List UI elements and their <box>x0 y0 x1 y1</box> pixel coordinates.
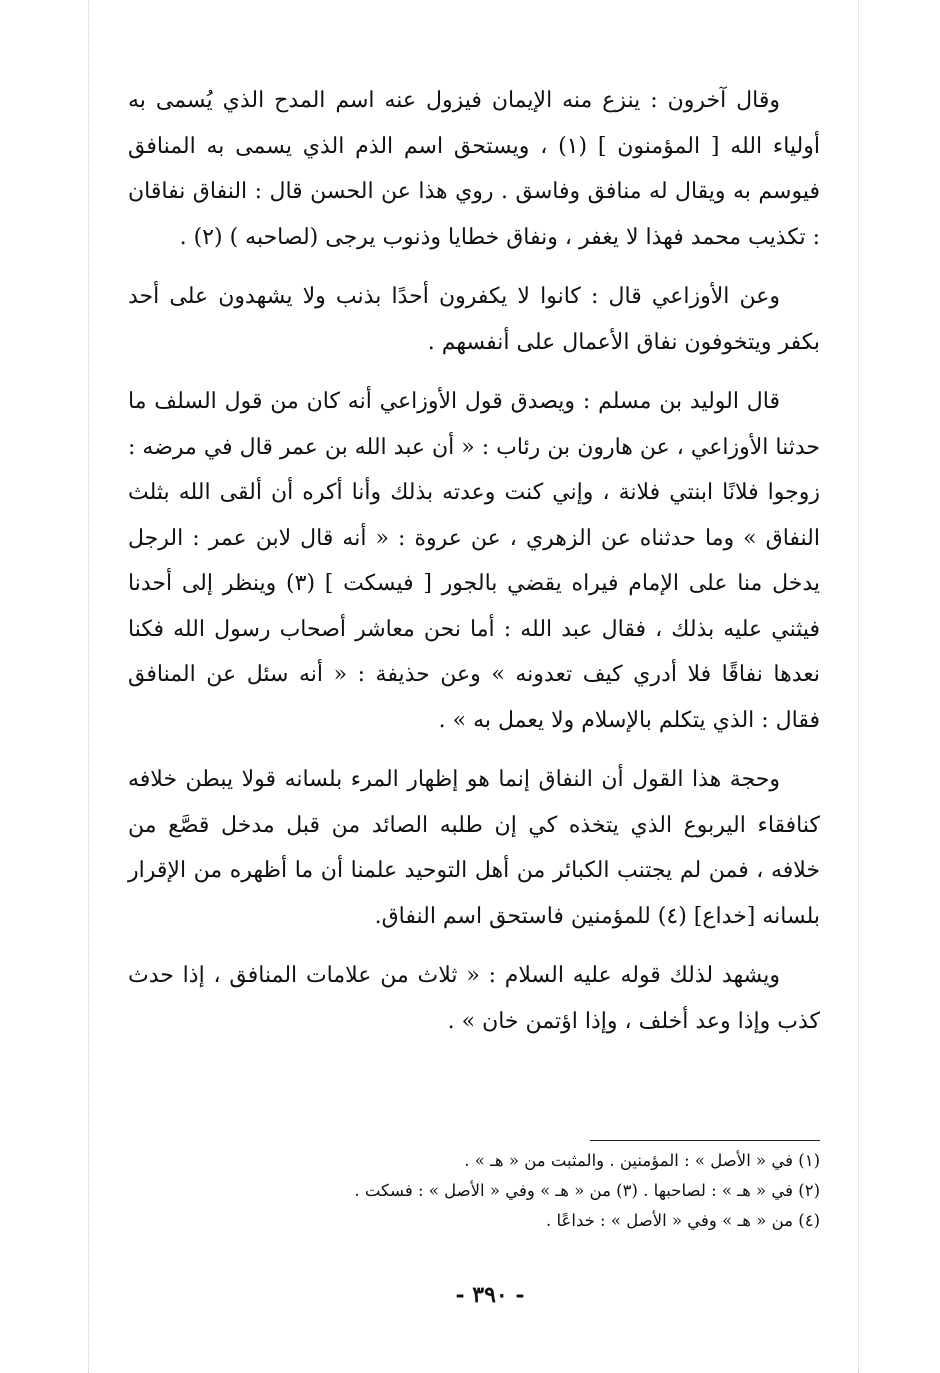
body-text <box>128 78 820 1058</box>
footnotes <box>128 1146 820 1236</box>
scan-edge-line-right <box>858 0 859 1373</box>
scan-edge-line-left <box>88 0 89 1373</box>
paragraph-1: وقال آخرون : ينزع منه الإيمان فيزول عنه اسم المدح الذي يُسمى به أولياء الله [ المؤمنون ] (١) ، ويستحق اسم الذم الذي يسمى به المنافق فيوسم به ويقال له منافق وفاسق . روي هذا عن الحسن قال : النفاق نفاقان : تكذيب محمد فهذا لا يغفر ، ونفاق خطايا وذنوب يرجى (لصاحبه ) (٢) . <box>128 88 820 250</box>
footnote-separator <box>590 1140 820 1141</box>
page-number: - ٣٩٠ - <box>455 1282 525 1308</box>
footnote-1: (١) في « الأصل » : المؤمنين . والمثبت من « هـ » . <box>464 1151 820 1170</box>
paragraph-4: وحجة هذا القول أن النفاق إنما هو إظهار المرء بلسانه قولا يبطن خلافه كنافقاء اليربوع الذي يتخذه كي إن طلبه الصائد من قبل مدخل قصَّع من خلافه ، فمن لم يجتنب الكبائر من أهل التوحيد علمنا أن ما أظهره من الإقرار بلسانه [خداع] (٤) للمؤمنين فاستحق اسم النفاق. <box>128 767 820 929</box>
paragraph-3: قال الوليد بن مسلم : ويصدق قول الأوزاعي أنه كان من قول السلف ما حدثنا الأوزاعي ، عن هارون بن رئاب : « أن عبد الله بن عمر قال في مرضه : زوجوا فلانًا ابنتي فلانة ، وإني كنت وعدته بذلك وأنا أكره أن ألقى الله بثلث النفاق » وما حدثناه عن الزهري ، عن عروة : « أنه قال لابن عمر : الرجل يدخل منا على الإمام فيراه يقضي بالجور [ فيسكت ] (٣) وينظر إلى أحدنا فيثني عليه بذلك ، فقال عبد الله : أما نحن معاشر أصحاب رسول الله فكنا نعدها نفاقًا فلا أدري كيف تعدونه » وعن حذيفة : « أنه سئل عن المنافق فقال : الذي يتكلم بالإسلام ولا يعمل به » . <box>128 389 820 733</box>
footnote-2-3: (٢) في « هـ » : لصاحبها . (٣) من « هـ » وفي « الأصل » : فسكت . <box>354 1181 820 1200</box>
paragraph-2: وعن الأوزاعي قال : كانوا لا يكفرون أحدًا بذنب ولا يشهدون على أحد بكفر ويتخوفون نفاق الأعمال على أنفسهم . <box>128 284 820 355</box>
footnote-4: (٤) من « هـ » وفي « الأصل » : خداعًا . <box>546 1211 820 1230</box>
paragraph-5: ويشهد لذلك قوله عليه السلام : « ثلاث من علامات المنافق ، إذا حدث كذب وإذا وعد أخلف ، وإذا اؤتمن خان » . <box>128 963 820 1034</box>
